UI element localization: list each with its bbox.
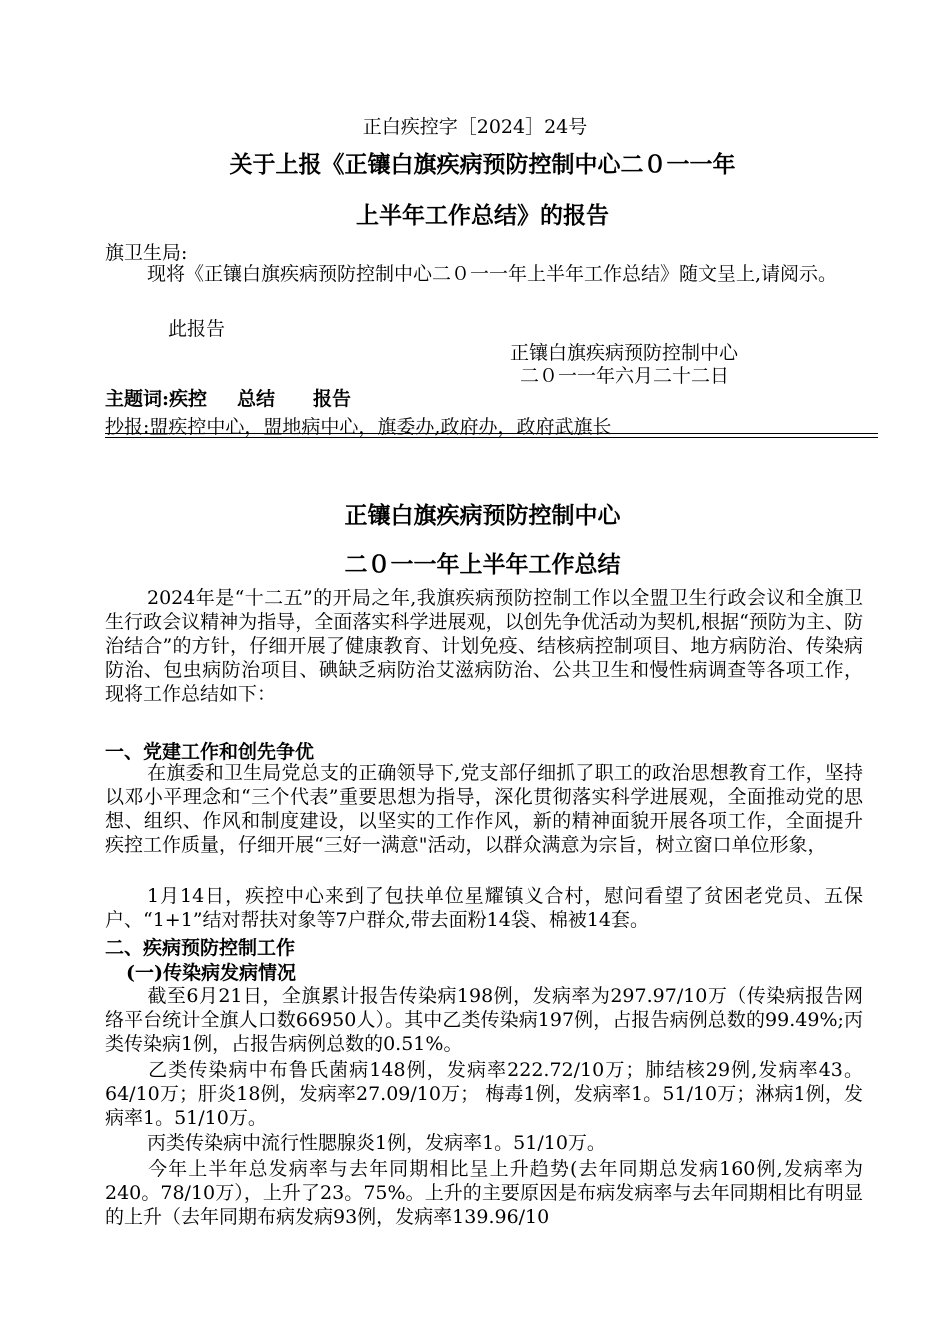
- document-number: 正白疾控字［2024］24号: [362, 116, 588, 138]
- infectious-paragraph-3-text: 丙类传染病中流行性腮腺炎1例，发病率1。51/10万。: [147, 1132, 606, 1154]
- party-paragraph-1: [105, 761, 863, 857]
- keyword-summary: 总结: [237, 388, 276, 410]
- party-paragraph-1-text: 在旗委和卫生局党总支的正确领导下,党支部仔细抓了职工的政治思想教育工作，坚持以邓小平理念和“三个代表”重要思想为指导，深化贯彻落实科学进展观，全面推动党的思想、组织、作风和制度建设，以坚实的工作作风，新的精神面貌开展各项工作，全面提升疾控工作质量，仔细开展“三好一满意"活动，以群众满意为宗旨，树立窗口单位形象，: [105, 762, 863, 856]
- section-heading-party: 一、党建工作和创先争优: [105, 741, 315, 763]
- letter-body-text: 现将《正镶白旗疾病预防控制中心二０一一年上半年工作总结》随文呈上,请阅示。: [147, 263, 838, 285]
- report-title-line-1: 关于上报《正镶白旗疾病预防控制中心二０一一年: [229, 151, 736, 178]
- party-paragraph-2: [105, 884, 863, 932]
- salutation: 旗卫生局:: [105, 242, 188, 264]
- signature-date: 二０一一年六月二十二日: [520, 365, 730, 387]
- infectious-paragraph-2: [105, 1058, 863, 1130]
- infectious-paragraph-4-text: 今年上半年总发病率与去年同期相比呈上升趋势(去年同期总发病160例,发病率为240。78/10万），上升了23。75%。上升的主要原因是布病发病率与去年同期相比有明显的上升（去年同期布病发病93例，发病率139.96/10: [105, 1158, 863, 1228]
- section-heading-disease-control: 二、疾病预防控制工作: [105, 937, 296, 959]
- signature-organization: 正镶白旗疾病预防控制中心: [510, 342, 739, 364]
- divider-line-double: [105, 437, 878, 438]
- letter-body: [105, 262, 863, 286]
- keyword-report: 报告: [313, 388, 352, 410]
- intro-paragraph: [105, 586, 863, 706]
- infectious-paragraph-3: [105, 1131, 863, 1155]
- report-title-line-2: 上半年工作总结》的报告: [356, 202, 609, 229]
- infectious-paragraph-4: [105, 1157, 863, 1229]
- infectious-paragraph-2-text: 乙类传染病中布鲁氏菌病148例，发病率222.72/10万；肺结核29例,发病率43。64/10万；肝炎18例，发病率27.09/10万； 梅毒1例，发病率1。51/10万；淋病1例，发病率1。51/10万。: [105, 1059, 863, 1129]
- divider-line: [105, 433, 878, 434]
- summary-title-line-2: 二０一一年上半年工作总结: [344, 551, 621, 578]
- keywords-label: 主题词:疾控: [105, 388, 208, 410]
- subject-keywords: [105, 384, 351, 411]
- subsection-heading-infectious: (一)传染病发病情况: [126, 962, 296, 984]
- infectious-paragraph-1-text: 截至6月21日，全旗累计报告传染病198例，发病率为297.97/10万（传染病报告网络平台统计全旗人口数66950人）。其中乙类传染病197例，占报告病例总数的99.49%;丙类传染病1例，占报告病例总数的0.51%。: [105, 985, 863, 1055]
- infectious-paragraph-1: [105, 984, 863, 1056]
- summary-title-line-1: 正镶白旗疾病预防控制中心: [344, 502, 621, 529]
- party-paragraph-2-text: 1月14日，疾控中心来到了包扶单位星耀镇义合村，慰问看望了贫困老党员、五保户、“1+1”结对帮扶对象等7户群众,带去面粉14袋、棉被14套。: [105, 885, 863, 931]
- intro-text: 2024年是“十二五”的开局之年,我旗疾病预防控制工作以全盟卫生行政会议和全旗卫生行政会议精神为指导，全面落实科学进展观，以创先争优活动为契机,根据“预防为主、防治结合”的方针，仔细开展了健康教育、计划免疫、结核病控制项目、地方病防治、传染病防治、包虫病防治项目、碘缺乏病防治艾滋病防治、公共卫生和慢性病调查等各项工作，现将工作总结如下：: [105, 587, 863, 705]
- cc-list: 抄报:盟疾控中心，盟地病中心，旗委办,政府办，政府武旗长: [105, 416, 612, 438]
- closing: 此报告: [168, 318, 226, 340]
